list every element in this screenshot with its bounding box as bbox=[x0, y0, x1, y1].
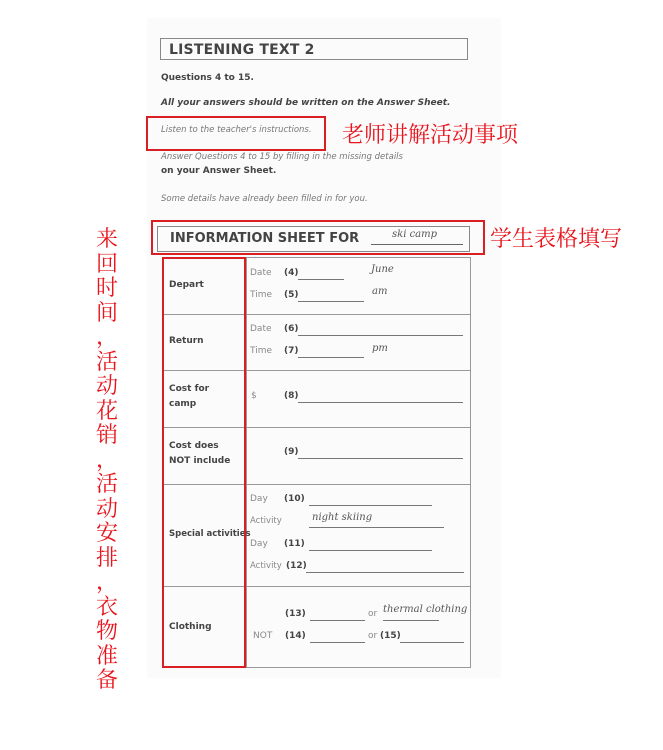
not-include-label-2: NOT include bbox=[169, 456, 231, 466]
note-char: 回 bbox=[95, 251, 118, 277]
q11-blank[interactable] bbox=[309, 550, 432, 551]
q14-number: (14) bbox=[285, 631, 306, 641]
clothing-label: Clothing bbox=[169, 622, 212, 632]
q13-blank[interactable] bbox=[310, 620, 365, 621]
depart-date-label: Date bbox=[250, 268, 272, 278]
depart-time-label: Time bbox=[250, 290, 273, 300]
note-char: 排 bbox=[95, 545, 118, 571]
or-text-1: or bbox=[368, 609, 378, 619]
note-char: 间 bbox=[95, 300, 118, 326]
return-date-label: Date bbox=[250, 324, 272, 334]
q12-number: (12) bbox=[286, 561, 307, 571]
q15-blank[interactable] bbox=[400, 642, 464, 643]
teacher-note: 老师讲解活动事项 bbox=[342, 123, 519, 148]
note-char: 准 bbox=[95, 643, 118, 669]
q5-blank[interactable] bbox=[298, 301, 364, 302]
q4-blank[interactable] bbox=[298, 279, 344, 280]
note-char: 物 bbox=[95, 619, 118, 644]
q12-blank[interactable] bbox=[306, 572, 464, 573]
return-label: Return bbox=[169, 336, 204, 346]
q7-number: (7) bbox=[284, 346, 299, 356]
not-include-label-1: Cost does bbox=[169, 441, 219, 451]
or-text-2: or bbox=[368, 631, 378, 641]
q13-number: (13) bbox=[285, 609, 306, 619]
student-highlight-box bbox=[151, 220, 485, 255]
not-label: NOT bbox=[253, 631, 273, 641]
note-char: 花 bbox=[95, 398, 118, 424]
teacher-highlight-box bbox=[146, 116, 326, 151]
label-column-highlight bbox=[162, 257, 246, 668]
instruction-fill-1: Answer Questions 4 to 15 by filling in the missing details bbox=[161, 152, 403, 162]
note-char: 安 bbox=[95, 521, 118, 546]
day2-label: Day bbox=[250, 539, 268, 549]
instruction-details: Some details have already been filled in for you. bbox=[161, 194, 368, 204]
q11-number: (11) bbox=[284, 539, 305, 549]
column-divider bbox=[246, 257, 247, 668]
note-char: 动 bbox=[95, 496, 118, 522]
worksheet-title: LISTENING TEXT 2 bbox=[160, 38, 468, 60]
depart-time-hint: am bbox=[372, 286, 388, 297]
q7-blank[interactable] bbox=[298, 357, 364, 358]
depart-label: Depart bbox=[169, 280, 204, 290]
note-char: 动 bbox=[95, 374, 118, 399]
info-sheet-value: ski camp bbox=[392, 229, 438, 240]
q9-blank[interactable] bbox=[298, 458, 463, 459]
q4-number: (4) bbox=[284, 268, 299, 278]
currency-symbol: $ bbox=[251, 391, 257, 401]
depart-date-hint: June bbox=[371, 264, 394, 275]
questions-range: Questions 4 to 15. bbox=[161, 73, 254, 83]
return-time-hint: pm bbox=[372, 343, 388, 354]
clothing-hint: thermal clothing bbox=[383, 604, 468, 615]
q15-number: (15) bbox=[380, 631, 401, 641]
instruction-listen: Listen to the teacher's instructions. bbox=[161, 125, 312, 135]
note-char: ， bbox=[95, 447, 118, 473]
cost-label-1: Cost for bbox=[169, 384, 210, 394]
return-time-label: Time bbox=[250, 346, 273, 356]
student-note: 学生表格填写 bbox=[490, 227, 623, 252]
act1-label: Activity bbox=[250, 516, 282, 526]
note-char: 来 bbox=[95, 227, 118, 252]
vertical-note bbox=[92, 228, 122, 694]
act1-line bbox=[309, 527, 444, 528]
q6-number: (6) bbox=[284, 324, 299, 334]
note-char: ， bbox=[95, 325, 118, 350]
q14-blank[interactable] bbox=[310, 642, 365, 643]
q10-blank[interactable] bbox=[309, 505, 432, 506]
activities-label: Special activities bbox=[169, 529, 251, 539]
note-char: 活 bbox=[95, 349, 118, 375]
note-char: 时 bbox=[95, 276, 118, 301]
q8-number: (8) bbox=[284, 391, 299, 401]
note-char: 衣 bbox=[95, 594, 118, 620]
q8-blank[interactable] bbox=[298, 402, 463, 403]
day1-label: Day bbox=[250, 494, 268, 504]
note-char: 销 bbox=[95, 423, 118, 448]
clothing-hint-line bbox=[383, 620, 439, 621]
q9-number: (9) bbox=[284, 447, 299, 457]
cost-label-2: camp bbox=[169, 399, 197, 409]
act2-label: Activity bbox=[250, 561, 282, 571]
q10-number: (10) bbox=[284, 494, 305, 504]
q5-number: (5) bbox=[284, 290, 299, 300]
q6-blank[interactable] bbox=[298, 335, 463, 336]
instruction-answers: All your answers should be written on the Answer Sheet. bbox=[161, 98, 451, 108]
note-char: 备 bbox=[95, 668, 118, 693]
info-sheet-label: INFORMATION SHEET FOR bbox=[170, 231, 360, 246]
instruction-fill-2: on your Answer Sheet. bbox=[161, 166, 277, 176]
note-char: 活 bbox=[95, 472, 118, 497]
act1-value: night skiing bbox=[312, 512, 373, 523]
note-char: ， bbox=[95, 570, 118, 595]
